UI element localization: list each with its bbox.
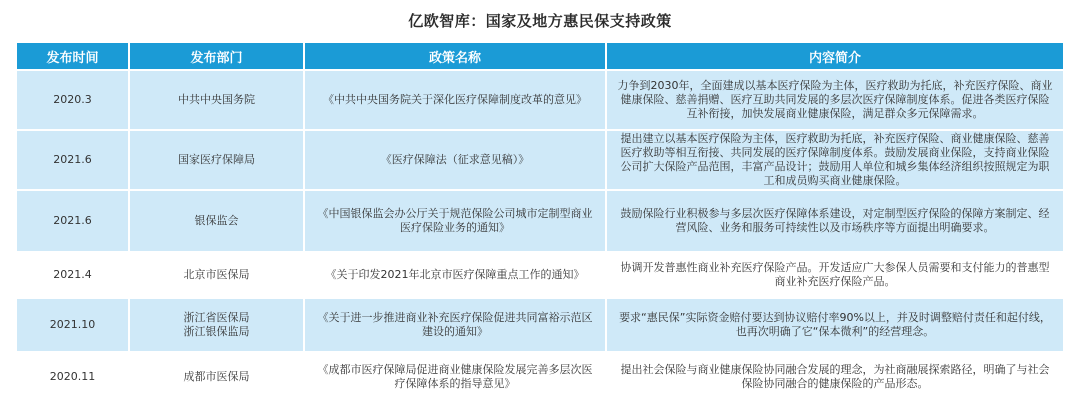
row-summary: 鼓励保险行业积极参与多层次医疗保障体系建设，对定制型医疗保险的保障方案制定、经营风险、业务和服务可持续性以及市场秩序等方面提出明确要求。: [607, 189, 1063, 251]
row-date: 2021.6: [17, 189, 130, 251]
page-title: 亿欧智库：国家及地方惠民保支持政策: [408, 12, 672, 30]
row-policy: 《医疗保障法（征求意见稿）》: [305, 129, 607, 189]
policy-table: [17, 43, 1063, 400]
row-date: 2020.11: [17, 351, 130, 400]
row-date: 2021.10: [17, 297, 130, 351]
table-header-row: [17, 43, 1063, 69]
row-summary: 力争到2030年，全面建成以基本医疗保险为主体，医疗救助为托底，补充医疗保险、商业健康保险、慈善捐赠、医疗互助共同发展的多层次医疗保障制度体系。促进各类医疗保险互补衔接，加快发展商业健康保险，满足群众多元保障需求。: [607, 69, 1063, 129]
table-row: [17, 69, 1063, 129]
row-date: 2021.4: [17, 251, 130, 297]
row-summary: 提出建立以基本医疗保险为主体，医疗救助为托底，补充医疗保险、商业健康保险、慈善医疗救助等相互衔接、共同发展的医疗保障制度体系。鼓励发展商业保险，支持商业保险公司扩大保险产品范围，丰富产品设计；鼓励用人单位和城乡集体经济组织按照规定为职工和成员购买商业健康保险。: [607, 129, 1063, 189]
table-row: [17, 129, 1063, 189]
row-dept: 中共中央国务院: [130, 69, 305, 129]
row-policy: 《关于进一步推进商业补充医疗保险促进共同富裕示范区建设的通知》: [305, 297, 607, 351]
row-dept: 浙江省医保局 浙江银保监局: [130, 297, 305, 351]
row-dept: 成都市医保局: [130, 351, 305, 400]
row-dept: 国家医疗保障局: [130, 129, 305, 189]
row-policy: 《关于印发2021年北京市医疗保障重点工作的通知》: [305, 251, 607, 297]
row-dept: 北京市医保局: [130, 251, 305, 297]
row-policy: 《中共中央国务院关于深化医疗保障制度改革的意见》: [305, 69, 607, 129]
table-row: [17, 297, 1063, 351]
header-date: 发布时间: [17, 43, 130, 69]
row-policy: 《中国银保监会办公厅关于规范保险公司城市定制型商业医疗保险业务的通知》: [305, 189, 607, 251]
row-policy: 《成都市医疗保障局促进商业健康保险发展完善多层次医疗保障体系的指导意见》: [305, 351, 607, 400]
table-row: [17, 351, 1063, 400]
table-row: [17, 251, 1063, 297]
row-summary: 要求“惠民保”实际资金赔付要达到协议赔付率90%以上，并及时调整赔付责任和起付线，也再次明确了它“保本微利”的经营理念。: [607, 297, 1063, 351]
table-row: [17, 189, 1063, 251]
row-date: 2021.6: [17, 129, 130, 189]
row-summary: 提出社会保险与商业健康保险协同融合发展的理念，为社商融展探索路径，明确了与社会保险协同融合的健康保险的产品形态。: [607, 351, 1063, 400]
header-policy: 政策名称: [305, 43, 607, 69]
header-summary: 内容简介: [607, 43, 1063, 69]
row-dept: 银保监会: [130, 189, 305, 251]
row-date: 2020.3: [17, 69, 130, 129]
header-dept: 发布部门: [130, 43, 305, 69]
row-summary: 协调开发普惠性商业补充医疗保险产品。开发适应广大参保人员需要和支付能力的普惠型商业补充医疗保险产品。: [607, 251, 1063, 297]
